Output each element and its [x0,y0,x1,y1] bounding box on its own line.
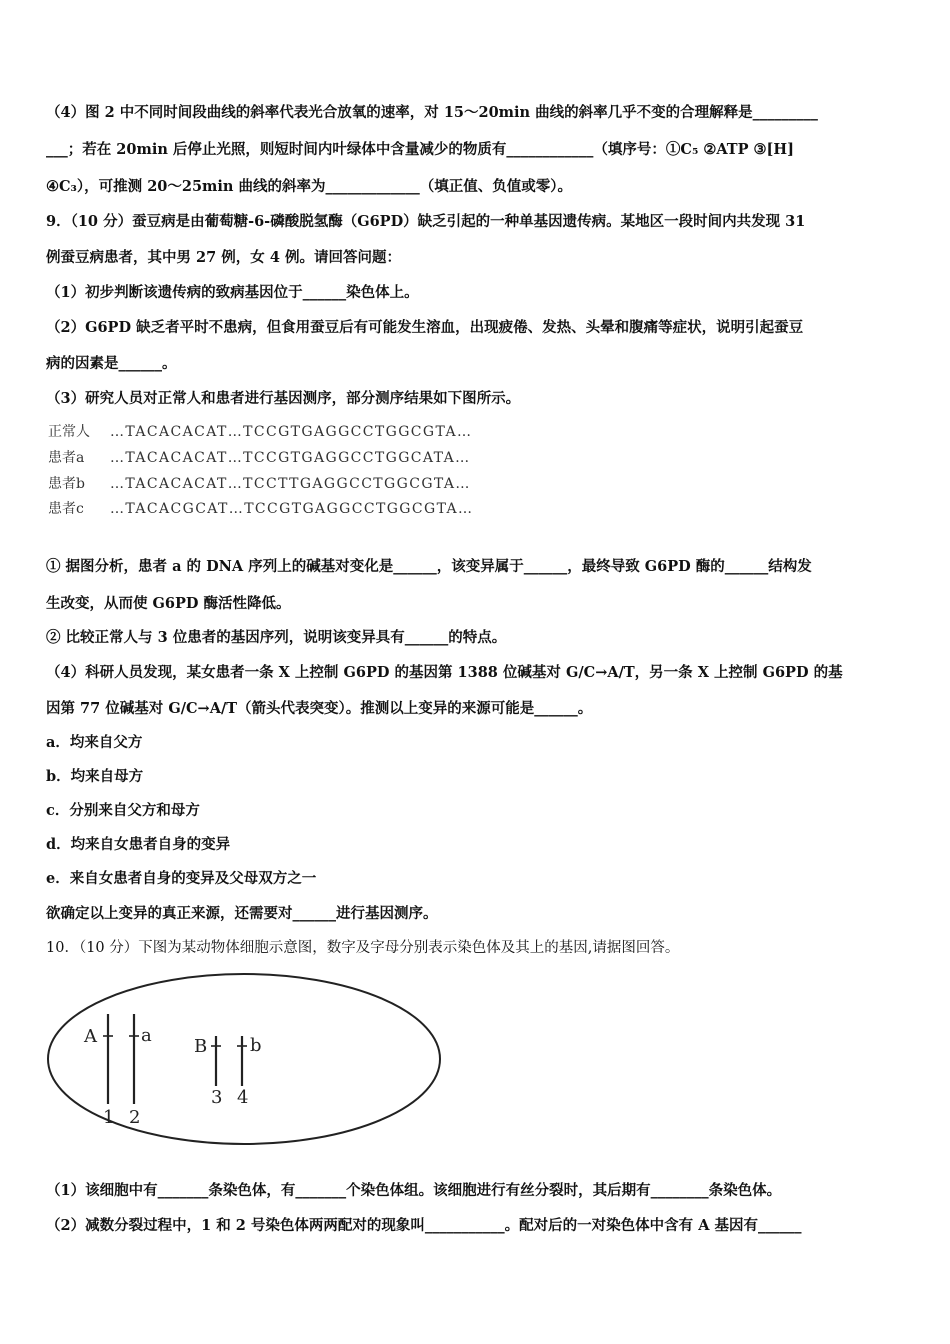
q9-part3-sub1-line1: ① 据图分析，患者 a 的 DNA 序列上的碱基对变化是______，该变异属于______，最终导致 G6PD 酶的______结构发 [46,558,812,575]
chromosome-number-4: 4 [237,1087,249,1108]
q9-part2-line2: 病的因素是______。 [46,355,177,372]
sequence-label: 正常人 [48,424,90,440]
q10-part2: （2）减数分裂过程中，1 和 2 号染色体两两配对的现象叫___________。配对后的一对染色体中含有 A 基因有______ [46,1217,802,1234]
gene-label-B: B [194,1036,208,1057]
chromosome-number-3: 3 [211,1087,223,1108]
sequence-dna: …TACACACAT…TCCTTGAGGCCTGGCGTA… [110,476,471,492]
gene-label-A: A [84,1026,97,1047]
option-item: a．均来自父方 [46,734,143,751]
q8-part4-line1: （4）图 2 中不同时间段曲线的斜率代表光合放氧的速率，对 15～20min 曲线的斜率几乎不变的合理解释是_________ [46,104,818,121]
q9-part3-sub2: ② 比较正常人与 3 位患者的基因序列，说明该变异具有______的特点。 [46,629,507,646]
option-item: b．均来自母方 [46,768,144,785]
option-item: c．分别来自父方和母方 [46,802,200,819]
chromosome-number-1: 1 [103,1107,115,1128]
q9-part1: （1）初步判断该遗传病的致病基因位于______染色体上。 [46,284,419,301]
q9-part4-line1: （4）科研人员发现，某女患者一条 X 上控制 G6PD 的基因第 1388 位碱基对 G/C→A/T，另一条 X 上控制 G6PD 的基 [46,664,843,681]
q10-part1: （1）该细胞中有_______条染色体，有_______个染色体组。该细胞进行有丝分裂时，其后期有________条染色体。 [46,1182,782,1199]
q9-part2-line1: （2）G6PD 缺乏者平时不患病，但食用蚕豆后有可能发生溶血，出现疲倦、发热、头晕和腹痛等症状，说明引起蚕豆 [46,319,804,336]
q9-intro-line1: 9．（10 分）蚕豆病是由葡萄糖-6-磷酸脱氢酶（G6PD）缺乏引起的一种单基因遗传病。某地区一段时间内共发现 31 [46,213,806,230]
sequence-label: 患者a [48,450,85,466]
q9-part3: （3）研究人员对正常人和患者进行基因测序，部分测序结果如下图所示。 [46,390,521,407]
q9-part4-end: 欲确定以上变异的真正来源，还需要对______进行基因测序。 [46,905,438,922]
q8-part4-line2: ___；若在 20min 后停止光照，则短时间内叶绿体中含量减少的物质有____________（填序号：①C₅ ②ATP ③[H] [46,141,794,158]
sequence-dna: …TACACACAT…TCCGTGAGGCCTGGCATA… [110,450,471,466]
sequence-row [48,449,471,467]
sequence-row [48,475,471,493]
q8-part4-line3: ④C₃），可推测 20～25min 曲线的斜率为_____________（填正值、负值或零）。 [46,178,572,195]
cell-diagram [44,970,444,1148]
q9-part4-line2: 因第 77 位碱基对 G/C→A/T（箭头代表突变）。推测以上变异的来源可能是______。 [46,700,593,717]
q10-intro: 10．（10 分）下图为某动物体细胞示意图，数字及字母分别表示染色体及其上的基因,请据图回答。 [46,940,680,956]
q9-part3-sub1-line2: 生改变，从而使 G6PD 酶活性降低。 [46,595,291,612]
gene-label-a: a [141,1025,152,1046]
q9-intro-line2: 例蚕豆病患者，其中男 27 例，女 4 例。请回答问题： [46,249,401,266]
sequence-row [48,500,473,518]
sequence-dna: …TACACACAT…TCCGTGAGGCCTGGCGTA… [110,424,473,440]
sequence-label: 患者b [48,476,85,492]
option-item: d．均来自女患者自身的变异 [46,836,231,853]
sequence-dna: …TACACGCAT…TCCGTGAGGCCTGGCGTA… [110,501,474,517]
sequence-row [48,423,472,441]
option-item: e．来自女患者自身的变异及父母双方之一 [46,870,317,887]
gene-label-b: b [250,1035,262,1056]
sequence-label: 患者c [48,501,84,517]
chromosome-number-2: 2 [129,1107,141,1128]
